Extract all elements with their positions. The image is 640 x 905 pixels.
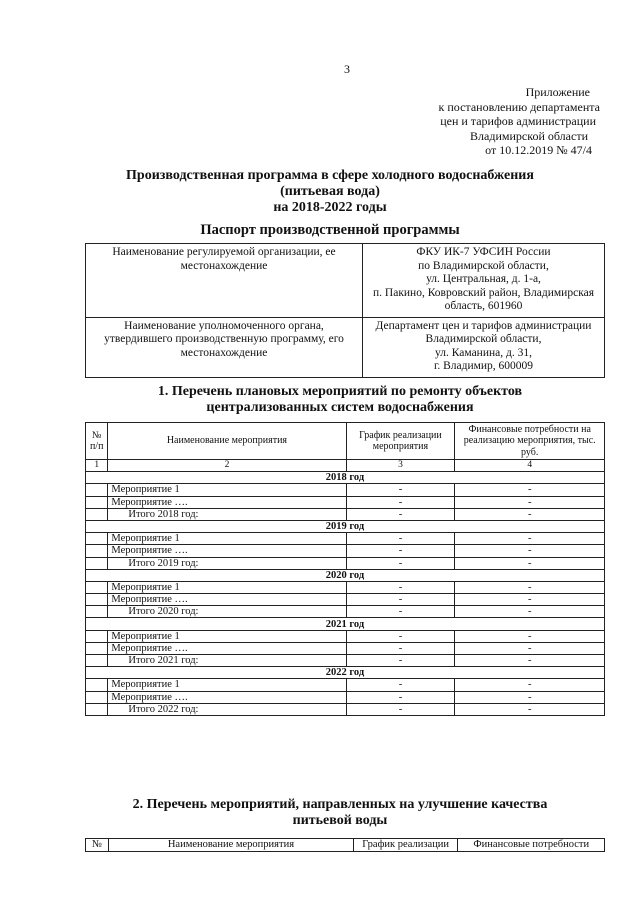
year-row (86, 618, 605, 630)
finance-cell: - (455, 703, 605, 715)
title-line: на 2018-2022 годы (273, 200, 387, 215)
table-row (86, 630, 605, 642)
table-row (86, 703, 605, 715)
row-number (86, 679, 108, 691)
activity-name: Итого 2018 год: (108, 508, 346, 520)
title-line: (питьевая вода) (280, 184, 380, 199)
schedule-cell: - (346, 655, 455, 667)
document-title (60, 168, 600, 216)
value-line: ФКУ ИК-7 УФСИН России (416, 246, 551, 258)
year-label: 2019 год (86, 520, 605, 532)
finance-cell: - (455, 642, 605, 654)
schedule-cell: - (346, 581, 455, 593)
schedule-cell: - (346, 557, 455, 569)
schedule-cell: - (346, 496, 455, 508)
plan-table (85, 422, 605, 716)
activity-name: Мероприятие …. (108, 545, 346, 557)
activity-name: Мероприятие 1 (108, 679, 346, 691)
row-number (86, 691, 108, 703)
year-row (86, 472, 605, 484)
appendix-block (380, 85, 600, 158)
appendix-line: от 10.12.2019 № 47/4 (485, 143, 592, 157)
year-row (86, 569, 605, 581)
table-row (86, 496, 605, 508)
year-row (86, 667, 605, 679)
value-line: по Владимирской области, (418, 259, 549, 272)
column-number: 3 (346, 460, 455, 472)
activity-name: Мероприятие 1 (108, 630, 346, 642)
schedule-cell: - (346, 630, 455, 642)
row-number (86, 606, 108, 618)
table-header-row (86, 839, 605, 852)
schedule-cell: - (346, 679, 455, 691)
table-row (86, 642, 605, 654)
column-number: 2 (108, 460, 346, 472)
page-number: 3 (344, 62, 350, 76)
table-row (86, 606, 605, 618)
finance-cell: - (455, 508, 605, 520)
appendix-line: к постановлению департамента (438, 99, 600, 114)
row-number (86, 655, 108, 667)
finance-cell: - (455, 630, 605, 642)
header-cell: График реализации (353, 839, 458, 852)
row-number (86, 533, 108, 545)
column-number: 1 (86, 460, 108, 472)
schedule-cell: - (346, 545, 455, 557)
value-line: ул. Центральная, д. 1-а, (426, 273, 541, 285)
section2-title (60, 797, 620, 829)
activity-name: Мероприятие …. (108, 642, 346, 654)
activity-name: Мероприятие 1 (108, 581, 346, 593)
schedule-cell: - (346, 606, 455, 618)
finance-cell: - (455, 545, 605, 557)
passport-row (86, 244, 605, 318)
row-number (86, 594, 108, 606)
table-row (86, 484, 605, 496)
row-number (86, 484, 108, 496)
row-number (86, 545, 108, 557)
header-cell: № (86, 839, 109, 852)
row-number (86, 557, 108, 569)
passport-table (85, 243, 605, 378)
finance-cell: - (455, 606, 605, 618)
finance-cell: - (455, 581, 605, 593)
section-title-line: 1. Перечень плановых мероприятий по ремонту объектов (157, 384, 523, 399)
value-line: ул. Каманина, д. 31, (435, 346, 532, 359)
value-line: область, 601960 (444, 300, 523, 312)
row-number (86, 703, 108, 715)
column-number-row (86, 460, 605, 472)
passport-row (86, 317, 605, 377)
activity-name: Итого 2020 год: (108, 606, 346, 618)
value-line: Владимирской области, (425, 333, 542, 345)
appendix-line: цен и тарифов администрации (440, 114, 596, 128)
table-row (86, 557, 605, 569)
section-title-line: 2. Перечень мероприятий, направленных на улучшение качества (132, 797, 548, 812)
value-line: п. Пакино, Ковровский район, Владимирская (373, 286, 594, 299)
header-cell: График реализации мероприятия (346, 423, 455, 460)
value-line: Департамент цен и тарифов администрации (375, 319, 592, 332)
table-header-row (86, 423, 605, 460)
year-label: 2020 год (86, 569, 605, 581)
appendix-line: Приложение (525, 85, 590, 99)
section2-table (85, 838, 605, 852)
activity-name: Мероприятие …. (108, 496, 346, 508)
header-cell: Финансовые потребности (458, 839, 605, 852)
section-title-line: питьевой воды (292, 813, 388, 828)
year-label: 2018 год (86, 472, 605, 484)
activity-name: Мероприятие …. (108, 594, 346, 606)
finance-cell: - (455, 655, 605, 667)
year-label: 2021 год (86, 618, 605, 630)
finance-cell: - (455, 691, 605, 703)
table-row (86, 545, 605, 557)
schedule-cell: - (346, 691, 455, 703)
header-cell: Наименование мероприятия (108, 423, 346, 460)
row-number (86, 581, 108, 593)
row-number (86, 630, 108, 642)
table-row (86, 691, 605, 703)
activity-name: Итого 2022 год: (108, 703, 346, 715)
row-number (86, 642, 108, 654)
table-row (86, 533, 605, 545)
plan-table-body (86, 472, 605, 716)
table-row (86, 508, 605, 520)
header-cell: № п/п (86, 423, 108, 460)
finance-cell: - (455, 484, 605, 496)
finance-cell: - (455, 594, 605, 606)
finance-cell: - (455, 533, 605, 545)
schedule-cell: - (346, 533, 455, 545)
row-number (86, 508, 108, 520)
schedule-cell: - (346, 594, 455, 606)
schedule-cell: - (346, 484, 455, 496)
activity-name: Мероприятие …. (108, 691, 346, 703)
passport-value (363, 244, 605, 318)
section-title-line: централизованных систем водоснабжения (206, 400, 474, 415)
passport-heading: Паспорт производственной программы (200, 222, 460, 238)
table-row (86, 679, 605, 691)
appendix-line: Владимирской области (470, 128, 588, 143)
section1-title (60, 384, 620, 416)
schedule-cell: - (346, 703, 455, 715)
table-row (86, 655, 605, 667)
value-line: г. Владимир, 600009 (433, 360, 534, 372)
schedule-cell: - (346, 508, 455, 520)
activity-name: Мероприятие 1 (108, 533, 346, 545)
header-cell: Финансовые потребности на реализацию мероприятия, тыс. руб. (455, 423, 605, 460)
activity-name: Итого 2019 год: (108, 557, 346, 569)
activity-name: Итого 2021 год: (108, 655, 346, 667)
finance-cell: - (455, 496, 605, 508)
column-number: 4 (455, 460, 605, 472)
activity-name: Мероприятие 1 (108, 484, 346, 496)
passport-label: Наименование уполномоченного органа, утвердившего производственную программу, его местонахождение (86, 317, 363, 377)
year-row (86, 520, 605, 532)
finance-cell: - (455, 679, 605, 691)
title-line: Производственная программа в сфере холодного водоснабжения (126, 168, 534, 183)
passport-value (363, 317, 605, 377)
row-number (86, 496, 108, 508)
schedule-cell: - (346, 642, 455, 654)
finance-cell: - (455, 557, 605, 569)
header-cell: Наименование мероприятия (109, 839, 354, 852)
year-label: 2022 год (86, 667, 605, 679)
table-row (86, 581, 605, 593)
table-row (86, 594, 605, 606)
passport-label: Наименование регулируемой организации, ее местонахождение (86, 244, 363, 318)
